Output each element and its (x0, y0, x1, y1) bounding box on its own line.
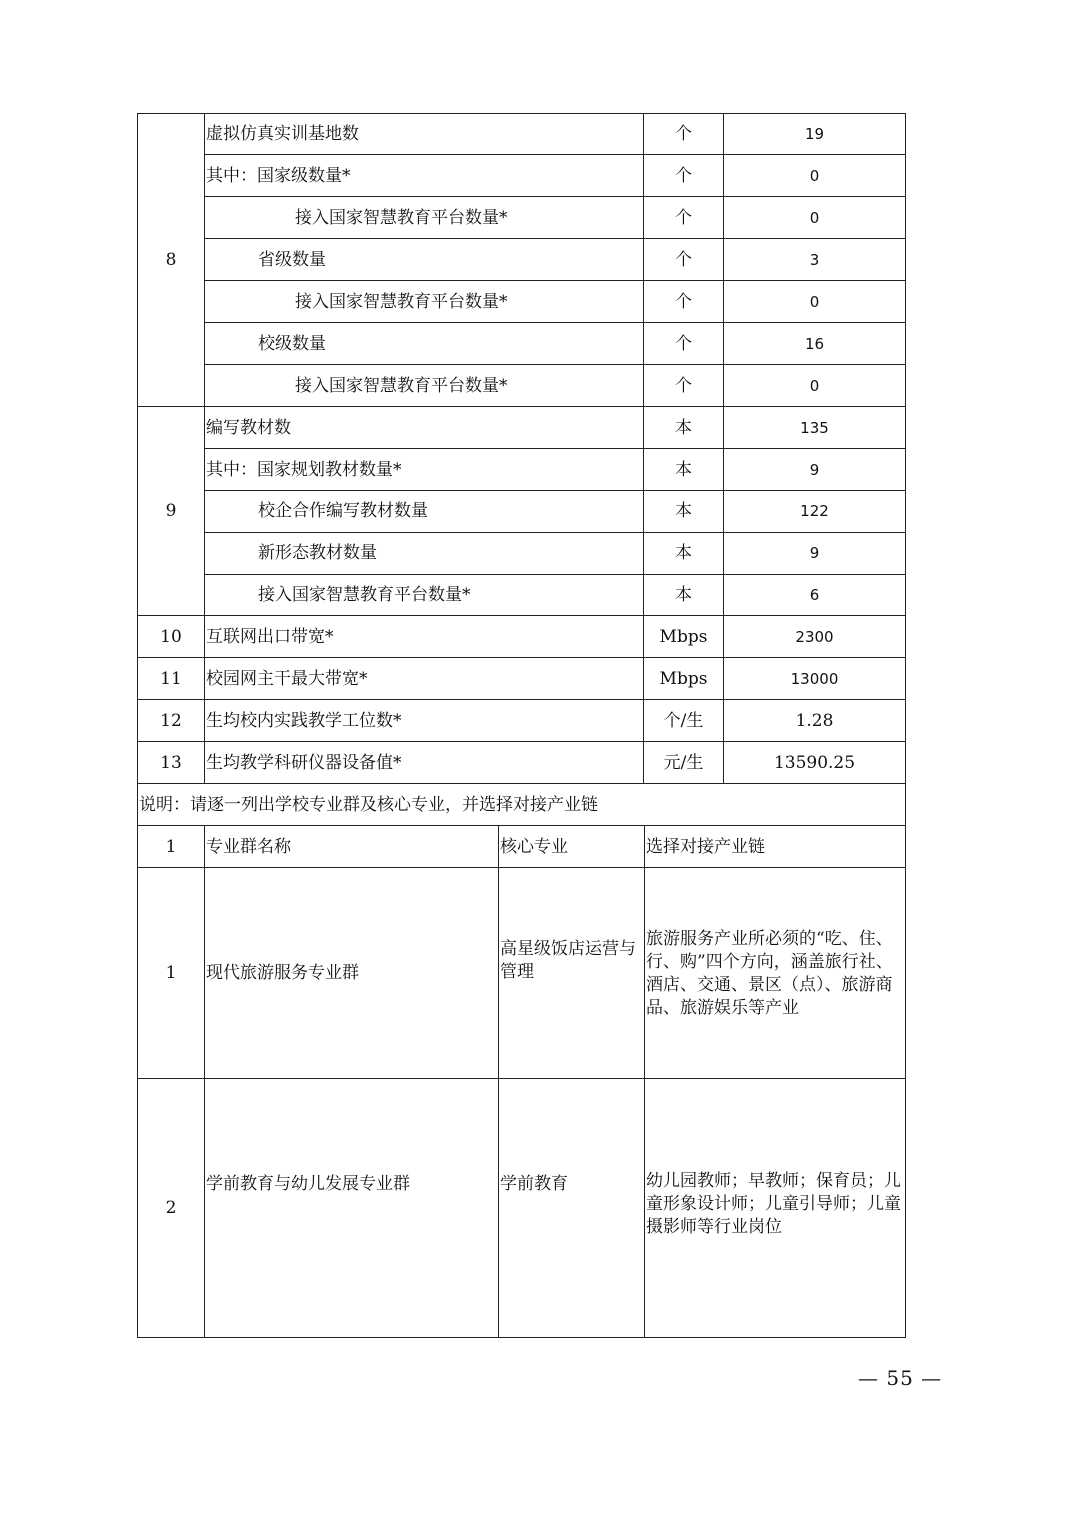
row-label: 校园网主干最大带宽* (206, 669, 368, 689)
row-line (137, 699, 906, 700)
row-line (137, 113, 906, 114)
group-industry-chain: 旅游服务产业所必须的“吃、住、行、购”四个方向，涵盖旅行社、酒店、交通、景区（点）、旅游商品、旅游娱乐等产业 (646, 929, 893, 1018)
row-line (204, 490, 906, 491)
row-value: 9 (809, 544, 820, 562)
row-value: 0 (809, 209, 820, 227)
row-line (137, 615, 906, 616)
row-value: 13000 (790, 670, 839, 688)
row-line (204, 154, 906, 155)
row-unit: Mbps (659, 627, 708, 647)
row-value: 1.28 (795, 711, 834, 731)
row-label: 编写教材数 (206, 418, 291, 438)
group-number: 1 (165, 963, 177, 983)
row-label: 省级数量 (258, 250, 326, 270)
row-line (137, 1078, 906, 1079)
row-line (137, 1337, 906, 1338)
groups-header-core: 核心专业 (500, 837, 568, 857)
row-value: 0 (809, 377, 820, 395)
col-line (905, 113, 906, 1338)
row-label: 接入国家智慧教育平台数量* (295, 208, 508, 228)
row-line (137, 783, 906, 784)
row-value: 3 (809, 251, 820, 269)
col-line (204, 825, 205, 1338)
row-line (137, 657, 906, 658)
row-unit: 本 (675, 585, 692, 605)
row-number: 11 (160, 669, 182, 689)
row-label: 生均校内实践教学工位数* (206, 711, 402, 731)
row-unit: 个 (675, 334, 692, 354)
group-industry-chain: 幼儿园教师；早教师；保育员；儿童形象设计师；儿童引导师；儿童摄影师等行业岗位 (646, 1171, 901, 1237)
row-line (204, 322, 906, 323)
note-text: 说明：请逐一列出学校专业群及核心专业，并选择对接产业链 (139, 795, 598, 815)
row-unit: Mbps (659, 669, 708, 689)
row-unit: 本 (675, 460, 692, 480)
row-label: 生均教学科研仪器设备值* (206, 753, 402, 773)
row-label: 接入国家智慧教育平台数量* (295, 292, 508, 312)
row-line (204, 280, 906, 281)
row-unit: 元/生 (663, 753, 704, 773)
row-number: 9 (165, 501, 177, 521)
row-unit: 个 (675, 124, 692, 144)
row-number: 8 (165, 250, 177, 270)
group-name: 学前教育与幼儿发展专业群 (206, 1174, 410, 1194)
row-label: 新形态教材数量 (258, 543, 377, 563)
group-number: 2 (165, 1198, 177, 1218)
row-unit: 本 (675, 543, 692, 563)
row-line (204, 532, 906, 533)
row-value: 0 (809, 293, 820, 311)
row-value: 122 (800, 502, 829, 520)
row-value: 6 (809, 586, 820, 604)
row-number: 12 (160, 711, 182, 731)
page-number: — 55 — (858, 1366, 943, 1390)
row-label: 接入国家智慧教育平台数量* (258, 585, 471, 605)
row-line (137, 741, 906, 742)
group-core-major: 高星级饭店运营与管理 (500, 939, 636, 982)
row-value: 13590.25 (773, 753, 856, 773)
col-line (204, 113, 205, 783)
row-label: 接入国家智慧教育平台数量* (295, 376, 508, 396)
groups-header-chain: 选择对接产业链 (646, 837, 765, 857)
row-number: 13 (160, 753, 182, 773)
row-line (204, 448, 906, 449)
row-value: 2300 (795, 628, 834, 646)
row-unit: 个 (675, 208, 692, 228)
row-value: 19 (804, 125, 825, 143)
row-line (137, 867, 906, 868)
row-line (204, 196, 906, 197)
row-line (137, 406, 906, 407)
row-unit: 本 (675, 418, 692, 438)
row-unit: 个 (675, 292, 692, 312)
row-line (204, 238, 906, 239)
row-unit: 本 (675, 501, 692, 521)
groups-header-name: 专业群名称 (206, 837, 291, 857)
row-unit: 个 (675, 250, 692, 270)
row-unit: 个 (675, 376, 692, 396)
row-unit: 个 (675, 166, 692, 186)
row-label: 虚拟仿真实训基地数 (206, 124, 359, 144)
row-value: 0 (809, 167, 820, 185)
col-line (498, 825, 499, 1338)
group-name: 现代旅游服务专业群 (206, 963, 359, 983)
row-label: 其中：国家级数量* (206, 166, 351, 186)
group-core-major: 学前教育 (500, 1174, 568, 1194)
row-value: 16 (804, 335, 825, 353)
row-value: 135 (800, 419, 829, 437)
row-label: 其中：国家规划教材数量* (206, 460, 402, 480)
row-label: 互联网出口带宽* (206, 627, 334, 647)
row-unit: 个/生 (663, 711, 704, 731)
row-label: 校级数量 (258, 334, 326, 354)
row-number: 10 (160, 627, 182, 647)
row-label: 校企合作编写教材数量 (258, 501, 428, 521)
row-line (137, 825, 906, 826)
row-line (204, 574, 906, 575)
row-value: 9 (809, 461, 820, 479)
col-line (644, 825, 645, 1338)
groups-header-no: 1 (165, 837, 177, 857)
row-line (204, 364, 906, 365)
